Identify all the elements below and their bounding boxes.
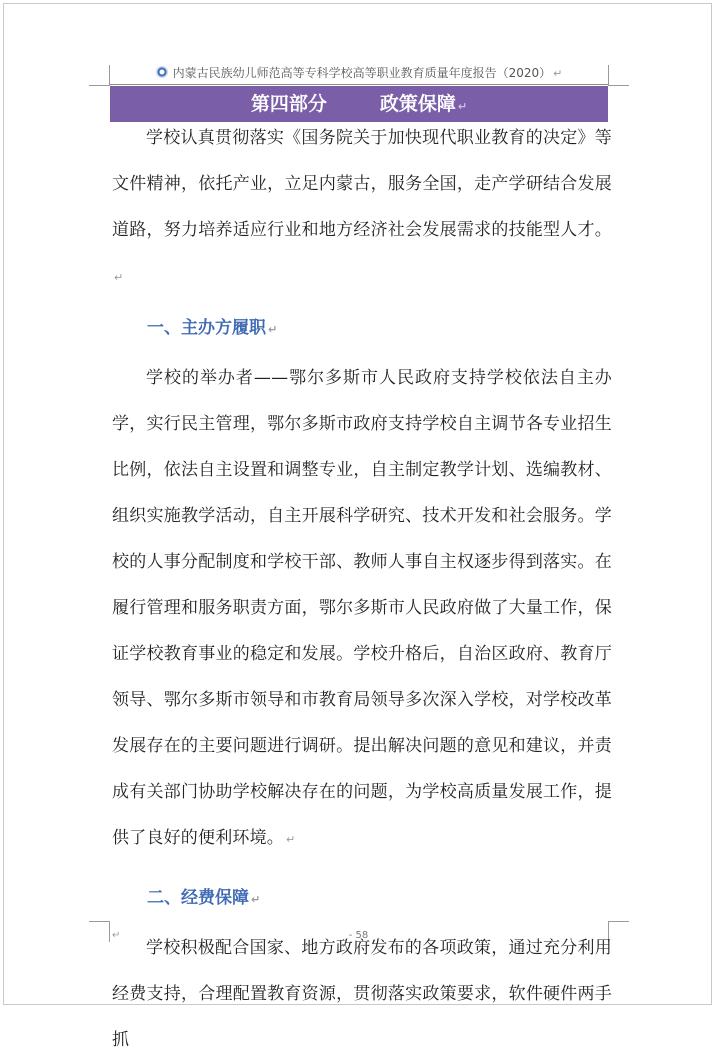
- paragraph-mark-icon: ↵: [268, 323, 278, 336]
- section2-heading-text: 二、经费保障: [147, 888, 249, 908]
- crop-mark-top-left: [89, 65, 110, 86]
- section-heading-2: [112, 871, 612, 925]
- paragraph-mark-icon: ↵: [114, 271, 124, 284]
- banner-title: 第四部分 政策保障: [250, 93, 456, 115]
- intro-paragraph: [112, 115, 612, 301]
- section2-text: 学校积极配合国家、地方政府发布的各项政策，通过充分利用经费支持，合理配置教育资源，贯彻落实政策要求，软件硬件两手抓: [112, 938, 612, 1050]
- section1-text: 学校的举办者——鄂尔多斯市人民政府支持学校依法自主办学，实行民主管理，鄂尔多斯市政府支持学校自主调节各专业招生比例，依法自主设置和调整专业，自主制定教学计划、选编教材、组织实施教学活动，自主开展科学研究、技术开发和社会服务。学校的人事分配制度和学校干部、教师人事自主权逐步得到落实。在履行管理和服务职责方面，鄂尔多斯市人民政府做了大量工作，保证学校教育事业的稳定和发展。学校升格后，自治区政府、教育厅领导、鄂尔多斯市领导和市教育局领导多次深入学校，对学校改革发展存在的主要问题进行调研。提出解决问题的意见和建议，并责成有关部门协助学校解决存在的问题，为学校高质量发展工作，提供了良好的便利环境。: [112, 368, 612, 848]
- paragraph-mark-icon: ↵: [457, 100, 468, 113]
- section1-paragraph: [112, 355, 612, 863]
- document-body: [112, 115, 612, 1063]
- page-number: - 58: [348, 930, 369, 941]
- intro-text: 学校认真贯彻落实《国务院关于加快现代职业教育的决定》等文件精神，依托产业，立足内蒙古，服务全国，走产学研结合发展道路，努力培养适应行业和地方经济社会发展需求的技能型人才。: [112, 128, 612, 240]
- paragraph-mark-icon: ↵: [553, 67, 563, 80]
- paragraph-mark-icon: ↵: [251, 893, 261, 906]
- school-emblem-icon: [156, 66, 168, 78]
- crop-mark-top-right: [608, 65, 629, 86]
- section2-paragraph: [112, 925, 612, 1063]
- section1-heading-text: 一、主办方履职: [147, 318, 266, 338]
- paragraph-mark-icon: ↵: [112, 930, 121, 941]
- page-header: [110, 62, 608, 85]
- section-heading-1: [112, 301, 612, 355]
- header-title: 内蒙古民族幼儿师范高等专科学校高等职业教育质量年度报告（2020）: [172, 66, 552, 80]
- paragraph-mark-icon: ↵: [286, 833, 296, 846]
